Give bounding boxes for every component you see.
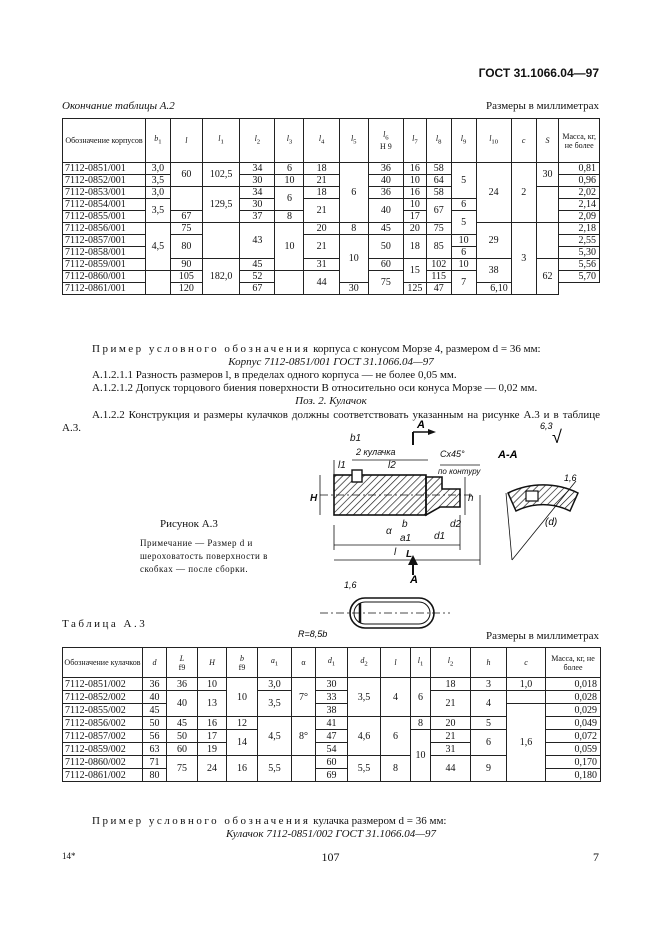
table2-units: Размеры в миллиметрах [486, 630, 599, 642]
table-cell: 3,0 [145, 187, 170, 199]
svg-text:А-А: А-А [498, 449, 518, 461]
table-cell: 7112-0852/001 [63, 175, 146, 187]
table-cell: 7112-0860/002 [63, 756, 143, 769]
table-cell: 6 [471, 730, 507, 756]
col-l5: $l_5$ [339, 119, 368, 163]
svg-text:2 кулачка: 2 кулачка [356, 447, 396, 457]
svg-text:H: H [310, 493, 318, 504]
example-1: Пример условного обозначения корпуса с конусом Морзе 4, размером d = 36 мм: [92, 343, 541, 355]
table-cell [507, 691, 546, 704]
table-cell: 3,0 [258, 678, 292, 691]
table-cell: 10 [275, 175, 304, 187]
table-cell: 6 [411, 678, 431, 717]
table-cell: 21 [304, 175, 339, 187]
cam-drawing [290, 415, 610, 643]
figure-caption: Рисунок А.3 [160, 518, 218, 530]
table-cell: 7112-0852/002 [63, 691, 143, 704]
svg-text:h: h [468, 493, 474, 504]
table-cell: 2,55 [559, 235, 600, 247]
table-cell: 75 [426, 223, 451, 235]
table-cell: 33 [316, 691, 348, 704]
table-cell: 67 [426, 199, 451, 223]
table-cell: 0,018 [546, 678, 601, 691]
para-a1-2-2: А.1.2.2 Конструкция и размеры кулачков должны соответствовать указанным на рисунке А.3 и в таблице А.3. [62, 409, 600, 434]
table-cell: 24 [476, 163, 511, 223]
table-cell: 6 [381, 717, 411, 756]
table-cell [145, 271, 170, 295]
table-cell: 31 [304, 259, 339, 271]
table-cell: 7112-0854/001 [63, 199, 146, 211]
table-cell: 6 [451, 247, 476, 259]
table-cell: 20 [431, 717, 471, 730]
svg-text:b1: b1 [350, 433, 362, 444]
col-b: b f9 [227, 648, 258, 678]
svg-text:α: α [386, 526, 392, 537]
col-l2: $l_2$ [240, 119, 275, 163]
page-number-right: 7 [593, 850, 599, 864]
table-cell: 4,5 [145, 223, 170, 271]
table-cell: 0,059 [546, 743, 601, 756]
table-cell: 75 [170, 223, 202, 235]
table-cell: 0,029 [546, 704, 601, 717]
table-cell: 6,10 [476, 283, 511, 295]
svg-text:l1: l1 [338, 460, 346, 471]
table-cell: 31 [431, 743, 471, 756]
table-cell: 7112-0860/001 [63, 271, 146, 283]
table-cell: 12 [227, 717, 258, 730]
table1-units: Размеры в миллиметрах [486, 100, 599, 112]
table-cell: 7112-0857/002 [63, 730, 143, 743]
table-cell: 20 [403, 223, 426, 235]
col-L: L f9 [167, 648, 198, 678]
table-cell: 5 [451, 163, 476, 199]
table-cell: 7112-0855/002 [63, 704, 143, 717]
table-cell: 2 [511, 163, 536, 223]
table-cell [170, 187, 202, 211]
table-cell: 44 [304, 271, 339, 295]
col-d2: $d_2$ [348, 648, 381, 678]
table2-caption: Таблица А.3 [62, 618, 148, 630]
table-cell: 4,5 [258, 717, 292, 756]
pos-heading: Поз. 2. Кулачок [295, 395, 367, 407]
table-cell: 0,96 [559, 175, 600, 187]
table-cell: 47 [316, 730, 348, 743]
table-cell: 58 [426, 163, 451, 175]
table-cell: 37 [240, 211, 275, 223]
table-cell: 44 [431, 756, 471, 782]
svg-text:1,6: 1,6 [344, 580, 357, 590]
table-cell: 36 [167, 678, 198, 691]
table-cell [536, 187, 559, 223]
table-cell: 18 [304, 187, 339, 199]
table-cell: 58 [426, 187, 451, 199]
svg-text:A: A [410, 574, 418, 586]
table-cell: 41 [316, 717, 348, 730]
col-c: c [511, 119, 536, 163]
example-1-code: Корпус 7112-0851/001 ГОСТ 31.1066.04—97 [228, 356, 434, 368]
table-cell: 7112-0861/001 [63, 283, 146, 295]
col-b1: $b_1$ [145, 119, 170, 163]
table-cell: 5,30 [559, 247, 600, 259]
svg-text:по контуру: по контуру [438, 467, 481, 476]
table-cell: 0,180 [546, 769, 601, 782]
table-cell: 4 [471, 691, 507, 717]
table-cell: 64 [426, 175, 451, 187]
table-cell: 40 [368, 175, 403, 187]
table-cell: 18 [403, 235, 426, 259]
table-cell: 18 [431, 678, 471, 691]
table-cell: 6 [339, 163, 368, 223]
table-cell: 3,5 [145, 199, 170, 223]
table-cell: 56 [143, 730, 167, 743]
table-cell: 45 [368, 223, 403, 235]
table-cell: 60 [368, 259, 403, 271]
table-cell: 4 [381, 678, 411, 717]
table-cell: 36 [368, 163, 403, 175]
table-cell: 30 [339, 283, 368, 295]
table-cell: 182,0 [202, 259, 239, 295]
col-c: c [507, 648, 546, 678]
col-l1: $l_1$ [202, 119, 239, 163]
table-cell: 10 [275, 223, 304, 271]
table-cell: 115 [426, 271, 451, 283]
table-cell: 45 [167, 717, 198, 730]
table-cell: 75 [368, 271, 403, 295]
table-a3 [62, 647, 601, 782]
table-cell: 7 [451, 271, 476, 295]
table-cell: 34 [240, 187, 275, 199]
table-cell: 16 [403, 187, 426, 199]
table-cell: 54 [316, 743, 348, 756]
table-cell: 3,5 [145, 175, 170, 187]
table-cell: 5,70 [559, 271, 600, 283]
col-mass: Масса, кг, не более [546, 648, 601, 678]
table-cell: 5 [471, 717, 507, 730]
table-cell: 16 [198, 717, 227, 730]
col-a1: $a_1$ [258, 648, 292, 678]
svg-text:R=8,5b: R=8,5b [298, 629, 328, 639]
table-cell: 30 [536, 163, 559, 187]
table-cell: 102 [426, 259, 451, 271]
col-h: h [471, 648, 507, 678]
table-cell: 10 [403, 199, 426, 211]
table-cell: 80 [170, 235, 202, 259]
table-cell: 15 [403, 259, 426, 283]
table-cell: 62 [536, 259, 559, 295]
table-cell: 7112-0851/002 [63, 678, 143, 691]
table-cell: 0,072 [546, 730, 601, 743]
table-cell: 5,5 [348, 756, 381, 782]
svg-text:(d): (d) [545, 517, 558, 528]
table-cell: 60 [170, 163, 202, 187]
table-cell: 2,09 [559, 211, 600, 223]
table-cell [202, 223, 239, 259]
svg-text:Cx45°: Cx45° [440, 449, 465, 459]
table-cell: 6 [451, 199, 476, 211]
example-2: Пример условного обозначения кулачка размером d = 36 мм: [92, 815, 447, 827]
table-cell: 36 [143, 678, 167, 691]
table-cell: 17 [403, 211, 426, 223]
table-cell: 0,049 [546, 717, 601, 730]
table-cell: 5,56 [559, 259, 600, 271]
table-cell: 7112-0855/001 [63, 211, 146, 223]
table-cell: 8 [275, 211, 304, 223]
table-cell: 47 [426, 283, 451, 295]
cam-side-view [320, 470, 475, 515]
table-row [63, 163, 600, 175]
col-l: l [381, 648, 411, 678]
table-cell: 40 [368, 199, 403, 223]
para-a1-2-1-1: А.1.2.1.1 Разность размеров l, в пределах одного корпуса — не более 0,05 мм. [92, 369, 457, 381]
table-cell: 10 [198, 678, 227, 691]
table-cell: 7112-0861/002 [63, 769, 143, 782]
table-cell: 3,0 [145, 163, 170, 175]
table-cell: 50 [368, 235, 403, 259]
col-l10: $l_{10}$ [476, 119, 511, 163]
table-cell: 14 [227, 730, 258, 756]
table-cell: 2,14 [559, 199, 600, 211]
table-cell: 10 [411, 730, 431, 782]
table-cell: 2,02 [559, 187, 600, 199]
table-cell: 7112-0856/001 [63, 223, 146, 235]
table-cell: 20 [304, 223, 339, 235]
col-l9: $l_9$ [451, 119, 476, 163]
svg-text:l2: l2 [388, 460, 396, 471]
table-cell: 0,170 [546, 756, 601, 769]
col-H: H [198, 648, 227, 678]
table-cell: 34 [240, 163, 275, 175]
table-cell [275, 271, 304, 295]
table-cell: 105 [170, 271, 202, 283]
table-cell: 29 [476, 223, 511, 259]
table-cell: 1,0 [507, 678, 546, 691]
table-cell: 30 [316, 678, 348, 691]
table-cell: 8 [339, 223, 368, 235]
svg-text:d2: d2 [450, 519, 462, 530]
table-row [63, 678, 601, 691]
table-cell: 52 [240, 271, 275, 283]
col-l7: $l_7$ [403, 119, 426, 163]
table-cell: 75 [167, 756, 198, 782]
table-cell: 8° [292, 717, 316, 756]
table-cell: 40 [143, 691, 167, 704]
table-a2-end [62, 118, 600, 295]
table-cell: 43 [240, 223, 275, 259]
table-cell: 90 [170, 259, 202, 271]
table-cell [536, 223, 559, 259]
table-cell: 7112-0859/001 [63, 259, 146, 271]
table-cell: 129,5 [202, 187, 239, 223]
table-cell: 9 [471, 756, 507, 782]
table-row [63, 223, 600, 235]
table-cell: 5 [451, 211, 476, 235]
table-cell: 10 [451, 259, 476, 271]
table-cell: 125 [403, 283, 426, 295]
table-cell: 7112-0859/002 [63, 743, 143, 756]
svg-text:d1: d1 [434, 531, 446, 542]
table-cell: 0,81 [559, 163, 600, 175]
table-cell: 21 [431, 730, 471, 743]
col-l2: $l_2$ [431, 648, 471, 678]
table-cell: 7112-0853/001 [63, 187, 146, 199]
col-name: Обозначение корпусов [63, 119, 146, 163]
page-number: 107 [321, 850, 340, 864]
table-cell: 60 [167, 743, 198, 756]
table-cell: 7112-0858/001 [63, 247, 146, 259]
table-cell: 36 [368, 187, 403, 199]
table-cell: 45 [143, 704, 167, 717]
table-cell: 6 [275, 187, 304, 211]
table-cell: 67 [170, 211, 202, 223]
footer-signature: 14* [62, 851, 76, 861]
table-cell: 16 [227, 756, 258, 782]
table-cell [292, 756, 316, 782]
table-cell: 40 [167, 691, 198, 717]
table-cell: 45 [240, 259, 275, 271]
col-s: S [536, 119, 559, 163]
col-l8: $l_8$ [426, 119, 451, 163]
table1-caption: Окончание таблицы А.2 [62, 100, 175, 112]
svg-text:A: A [417, 419, 425, 431]
table-cell: 3,5 [348, 678, 381, 717]
table-cell: 30 [240, 175, 275, 187]
table-cell: 21 [431, 691, 471, 717]
svg-text:l: l [394, 547, 397, 558]
para-a1-2-1-2: А.1.2.1.2 Допуск торцового биения поверхности В относительно оси конуса Морзе — 0,02 мм. [92, 382, 538, 394]
col-d: d [143, 648, 167, 678]
col-name: Обозначение кулачков [63, 648, 143, 678]
table-cell: 13 [198, 691, 227, 717]
svg-text:L: L [406, 549, 413, 560]
table-cell: 17 [198, 730, 227, 743]
table-cell: 21 [304, 235, 339, 259]
table-cell: 5,5 [258, 756, 292, 782]
table-cell: 50 [167, 730, 198, 743]
table-cell: 69 [316, 769, 348, 782]
table-cell: 18 [304, 163, 339, 175]
table-row [63, 704, 601, 717]
table-cell: 71 [143, 756, 167, 769]
table-cell: 8 [411, 717, 431, 730]
table-cell: 19 [198, 743, 227, 756]
table-cell: 6 [275, 163, 304, 175]
col-l6: $l_6$ H 9 [368, 119, 403, 163]
standard-number: ГОСТ 31.1066.04—97 [478, 66, 599, 80]
table-cell: 7112-0857/001 [63, 235, 146, 247]
table-cell: 10 [227, 678, 258, 717]
table-cell: 38 [476, 259, 511, 283]
col-l: l [170, 119, 202, 163]
table-cell: 50 [143, 717, 167, 730]
table-cell: 7° [292, 678, 316, 717]
table-row [63, 691, 601, 704]
table-cell: 10 [339, 235, 368, 283]
table-cell: 0,028 [546, 691, 601, 704]
table-cell: 63 [143, 743, 167, 756]
table-cell: 67 [240, 283, 275, 295]
table-cell: 30 [240, 199, 275, 211]
table-cell: 4,6 [348, 717, 381, 756]
col-d1: $d_1$ [316, 648, 348, 678]
table-cell: 10 [451, 235, 476, 247]
cam-top-view [298, 580, 450, 639]
col-mass: Масса, кг, не более [559, 119, 600, 163]
svg-text:√: √ [552, 427, 562, 447]
figure-note: Примечание — Размер d и шероховатость поверхности в скобках — после сборки. [140, 538, 268, 574]
svg-text:6,3: 6,3 [540, 421, 553, 431]
svg-text:b: b [402, 519, 408, 530]
table-cell: 38 [316, 704, 348, 717]
table-cell: 7112-0851/001 [63, 163, 146, 175]
col-l4: $l_4$ [304, 119, 339, 163]
table-cell: 102,5 [202, 163, 239, 187]
table-cell: 3,5 [258, 691, 292, 717]
section-a-a [497, 421, 578, 560]
table-cell: 80 [143, 769, 167, 782]
table-cell: 3 [511, 223, 536, 295]
table-cell: 1,6 [507, 704, 546, 782]
table-cell: 7112-0856/002 [63, 717, 143, 730]
col-l1: $l_1$ [411, 648, 431, 678]
table-cell: 8 [381, 756, 411, 782]
table-cell: 85 [426, 235, 451, 259]
table-cell: 16 [403, 163, 426, 175]
section-arrow-top [413, 419, 436, 445]
col-l3: $l_3$ [275, 119, 304, 163]
table-cell: 60 [316, 756, 348, 769]
svg-text:1,6: 1,6 [564, 473, 577, 483]
table-cell: 3 [471, 678, 507, 691]
svg-text:a1: a1 [400, 533, 412, 544]
table-cell: 10 [403, 175, 426, 187]
table-cell: 21 [304, 199, 339, 223]
example-2-code: Кулачок 7112-0851/002 ГОСТ 31.1066.04—97 [225, 828, 437, 840]
col-alpha: α [292, 648, 316, 678]
table-cell: 2,18 [559, 223, 600, 235]
table-cell: 24 [198, 756, 227, 782]
table-cell: 120 [170, 283, 202, 295]
